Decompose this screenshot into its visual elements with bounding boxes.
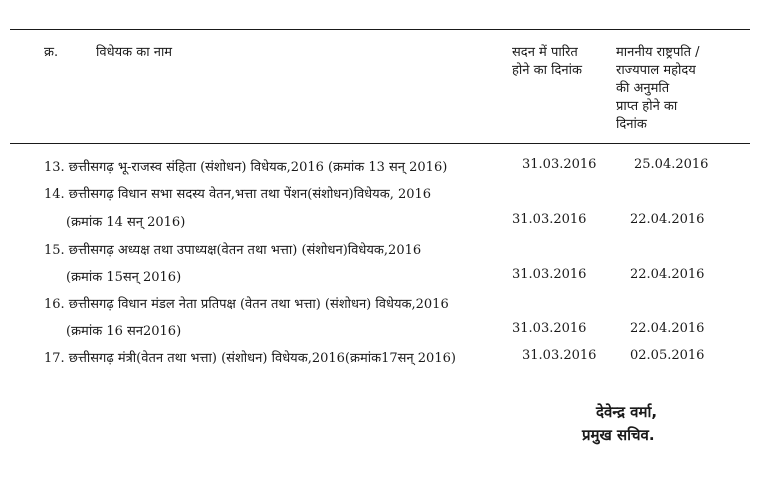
header-passed-date: [512, 44, 582, 80]
bill-14-title: 14. छत्तीसगढ़ विधान सभा सदस्य वेतन,भत्ता तथा पेंशन(संशोधन)विधेयक, 2016: [44, 187, 432, 202]
bill-15-passed: 31.03.2016: [512, 267, 587, 282]
bill-13-title: 13. छत्तीसगढ़ भू-राजस्व संहिता (संशोधन) विधेयक,2016 (क्रमांक 13 सन् 2016): [44, 160, 448, 175]
bill-15-title: 15. छत्तीसगढ़ अध्यक्ष तथा उपाध्यक्ष(वेतन तथा भत्ता) (संशोधन)विधेयक,2016: [44, 243, 422, 258]
bill-17-assent: 02.05.2016: [630, 348, 705, 363]
signatory-title: प्रमुख सचिव.: [582, 426, 655, 444]
bill-16-passed: 31.03.2016: [512, 321, 587, 336]
bill-15-number: (क्रमांक 15सन् 2016): [66, 270, 182, 285]
bill-13-passed: 31.03.2016: [522, 157, 597, 172]
header-rule: [10, 143, 750, 144]
header-assent-line-3: की अनुमति: [616, 81, 670, 96]
bill-17-passed: 31.03.2016: [522, 348, 597, 363]
bill-16-number: (क्रमांक 16 सन2016): [66, 324, 182, 339]
header-serial-no: क्र.: [44, 45, 59, 60]
bill-15-assent: 22.04.2016: [630, 267, 705, 282]
bill-14-number: (क्रमांक 14 सन् 2016): [66, 215, 186, 230]
signatory-name: देवेन्द्र वर्मा,: [596, 403, 658, 421]
header-assent-line-2: राज्यपाल महोदय: [616, 63, 696, 78]
header-assent-line-5: दिनांक: [616, 117, 647, 132]
top-rule: [10, 29, 750, 30]
header-passed-line-1: सदन में पारित: [512, 45, 578, 60]
header-assent-line-1: माननीय राष्ट्रपति /: [616, 45, 700, 60]
bill-17-title: 17. छत्तीसगढ़ मंत्री(वेतन तथा भत्ता) (संशोधन) विधेयक,2016(क्रमांक17सन् 2016): [44, 351, 456, 366]
bill-16-assent: 22.04.2016: [630, 321, 705, 336]
bill-14-assent: 22.04.2016: [630, 212, 705, 227]
header-assent-line-4: प्राप्त होने का: [616, 99, 678, 114]
bill-14-passed: 31.03.2016: [512, 212, 587, 227]
header-bill-name: विधेयक का नाम: [96, 45, 173, 60]
bill-16-title: 16. छत्तीसगढ़ विधान मंडल नेता प्रतिपक्ष (वेतन तथा भत्ता) (संशोधन) विधेयक,2016: [44, 297, 449, 312]
header-passed-line-2: होने का दिनांक: [512, 63, 582, 78]
bill-13-assent: 25.04.2016: [634, 157, 709, 172]
header-assent-date: [616, 44, 700, 134]
